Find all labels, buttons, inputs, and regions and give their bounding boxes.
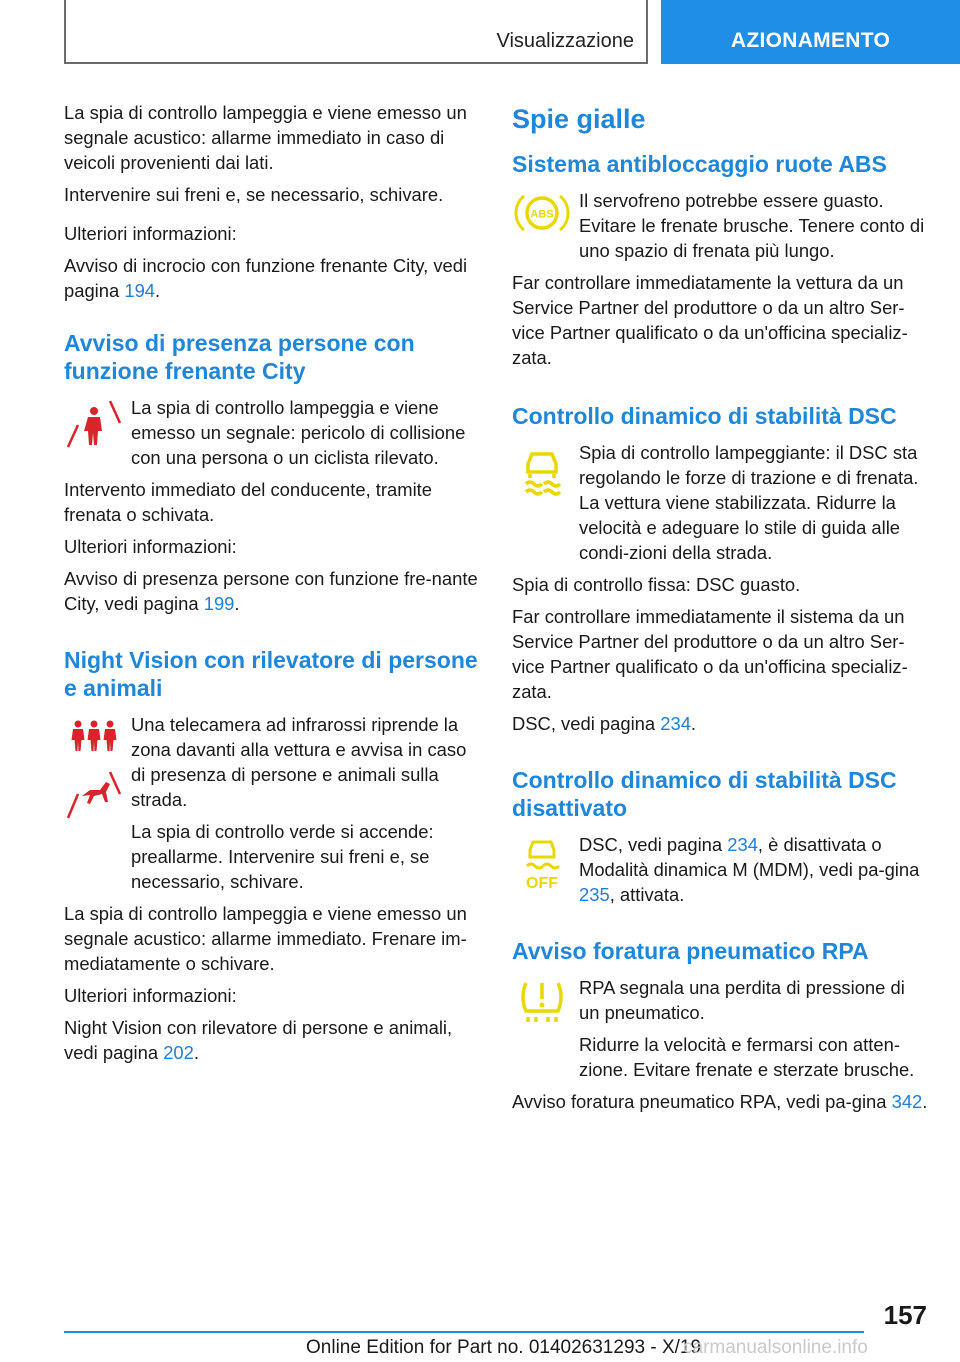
persons-icon-row — [64, 395, 482, 470]
dsc-paragraph-1: Spia di controllo lampeggiante: il DSC sta regolando le forze di trazione e di frenata. La vettura viene stabilizzata. Ridurre la velocità e adeguare lo stile di guida alle condi-zioni della strada. — [579, 442, 919, 563]
person-warning-icon — [64, 395, 124, 451]
footer-divider — [64, 1331, 864, 1333]
dsc-paragraph-3: Far controllare immediatamente il sistema da un Service Partner del produttore o da un altro Ser-vice Partner qualificato o da un'officina specializ-zata. — [512, 606, 908, 702]
dsc-icon — [512, 440, 572, 496]
intro-reference: Avviso di incrocio con funzione frenante City, vedi pagina 194. — [64, 255, 468, 301]
dsc-off-text-a: DSC, vedi pagina — [579, 834, 728, 855]
persons-title: Avviso di presenza persone con funzione frenante City — [64, 330, 415, 384]
rpa-reference-text: Avviso foratura pneumatico RPA, vedi pa-gina — [512, 1091, 892, 1112]
dsc-reference: DSC, vedi pagina 234. — [512, 713, 697, 734]
yellow-lights-title: Spie gialle — [512, 104, 646, 134]
abs-icon-label: ABS — [530, 208, 554, 221]
persons-reference-text: Avviso di presenza persone con funzione fre-nante City, vedi pagina — [64, 568, 478, 614]
dsc-off-icon-row — [512, 832, 930, 907]
rpa-paragraph-1: RPA segnala una perdita di pressione di un pneumatico. — [579, 977, 905, 1023]
dsc-off-paragraph-1 — [579, 832, 930, 907]
left-column — [64, 100, 482, 1072]
dsc-paragraph-2: Spia di controllo fissa: DSC guasto. — [512, 574, 801, 595]
night-vision-page-link[interactable]: 202 — [163, 1042, 194, 1063]
dsc-off-text-b: , è disattivata o Modalità dinamica M (MDM), vedi pa-gina — [579, 834, 920, 880]
abs-icon-row — [512, 188, 930, 263]
dsc-page-link[interactable]: 234 — [660, 713, 691, 734]
dsc-off-icon-label: OFF — [526, 875, 558, 892]
night-vision-reference-text: Night Vision con rilevatore di persone e animali, vedi pagina — [64, 1017, 453, 1063]
header-section-box — [64, 0, 648, 64]
persons-reference: Avviso di presenza persone con funzione fre-nante City, vedi pagina 199. — [64, 568, 478, 614]
rpa-reference: Avviso foratura pneumatico RPA, vedi pa-gina 342. — [512, 1091, 928, 1112]
intro-paragraph-2: Intervenire sui freni e, se necessario, schivare. — [64, 184, 444, 205]
dsc-reference-text: DSC, vedi pagina — [512, 713, 661, 734]
night-vision-reference: Night Vision con rilevatore di persone e animali, vedi pagina 202. — [64, 1017, 453, 1063]
right-column — [512, 100, 930, 1121]
intro-more-info: Ulteriori informazioni: — [64, 223, 237, 244]
rpa-paragraph-2: Ridurre la velocità e fermarsi con atten-zione. Evitare frenate e sterzate brusche. — [579, 1034, 915, 1080]
night-vision-icon-row — [64, 712, 482, 894]
edition-text: Online Edition for Part no. 01402631293 - X/19 — [306, 1337, 702, 1358]
abs-title: Sistema antibloccaggio ruote ABS — [512, 151, 887, 177]
persons-paragraph-2: Intervento immediato del conducente, tramite frenata o schivata. — [64, 479, 433, 525]
abs-paragraph-1: Il servofreno potrebbe essere guasto. Evitare le frenate brusche. Tenere conto di uno spazio di frenata più lungo. — [579, 190, 925, 261]
intro-paragraph-1: La spia di controllo lampeggia e viene emesso un segnale acustico: allarme immediato in caso di veicoli provenienti dai lati. — [64, 102, 467, 173]
dsc-title: Controllo dinamico di stabilità DSC — [512, 403, 897, 429]
persons-more-info: Ulteriori informazioni: — [64, 536, 237, 557]
night-vision-more-info: Ulteriori informazioni: — [64, 985, 237, 1006]
header-chapter-title: AZIONAMENTO — [730, 29, 891, 52]
rpa-page-link[interactable]: 342 — [891, 1091, 923, 1112]
dsc-off-title: Controllo dinamico di stabilità DSC disattivato — [512, 767, 897, 821]
dsc-off-text-c: , attivata. — [609, 884, 685, 905]
night-vision-paragraph-2a — [131, 819, 482, 894]
night-vision-paragraph-1: Una telecamera ad infrarossi riprende la zona davanti alla vettura e avvisa in caso di presenza di persone e animali sulla strada. — [131, 714, 467, 810]
intro-page-link[interactable]: 194 — [124, 280, 156, 301]
abs-icon — [512, 188, 572, 238]
page-number: 157 — [883, 1300, 927, 1330]
intro-reference-text: Avviso di incrocio con funzione frenante City, vedi pagina — [64, 255, 468, 301]
night-vision-paragraph-2: La spia di controllo verde si accende: preallarme. Intervenire sui freni e, se necessario, schivare. — [131, 821, 434, 892]
dsc-off-page-link-1[interactable]: 234 — [727, 834, 758, 855]
night-vision-title: Night Vision con rilevatore di persone e animali — [64, 647, 478, 701]
persons-page-link[interactable]: 199 — [203, 593, 235, 614]
rpa-icon-row — [512, 975, 930, 1082]
dsc-off-icon — [512, 832, 572, 894]
watermark-text: carmanualsonline.info — [683, 1337, 868, 1358]
rpa-paragraph-2a — [579, 1032, 930, 1082]
tire-pressure-icon — [512, 975, 572, 1025]
abs-paragraph-2: Far controllare immediatamente la vettura da un Service Partner del produttore o da un altro Ser-vice Partner qualificato o da un'officina specializ-zata. — [512, 272, 908, 368]
header-section-title: Visualizzazione — [496, 30, 634, 52]
rpa-title: Avviso foratura pneumatico RPA — [512, 938, 869, 964]
dsc-icon-row — [512, 440, 930, 565]
persons-animal-warning-icon — [64, 712, 124, 822]
dsc-off-page-link-2[interactable]: 235 — [579, 884, 610, 905]
header-chapter-tab[interactable] — [661, 0, 960, 64]
night-vision-paragraph-3: La spia di controllo lampeggia e viene emesso un segnale acustico: allarme immediato. Frenare im-mediatamente o schivare. — [64, 903, 467, 974]
persons-paragraph-1: La spia di controllo lampeggia e viene emesso un segnale: pericolo di collisione con una persona o un ciclista rilevato. — [131, 397, 466, 468]
